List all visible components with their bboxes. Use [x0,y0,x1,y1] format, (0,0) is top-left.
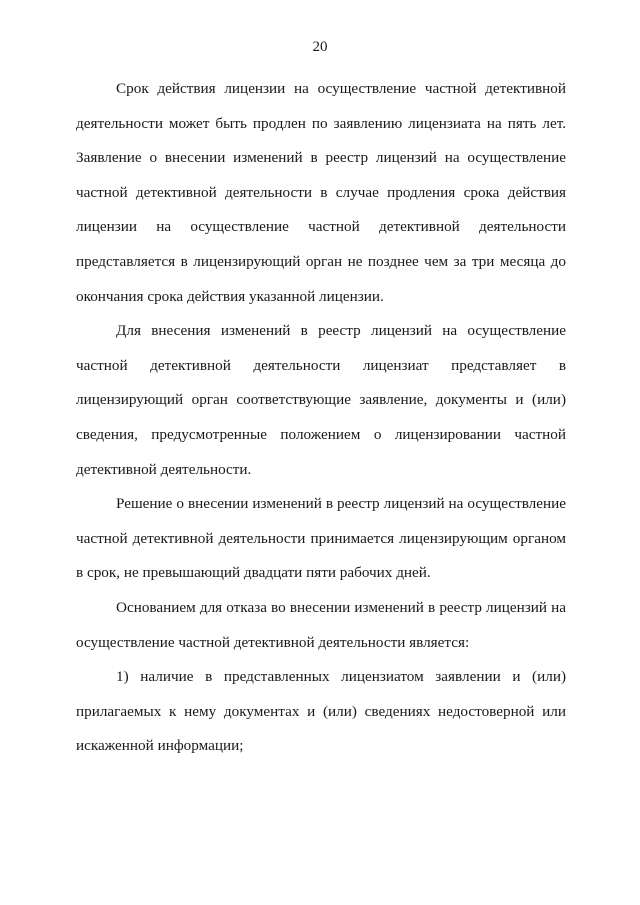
document-body [76,72,566,764]
paragraph-refusal-grounds: Основанием для отказа во внесении изменений в реестр лицензий на осуществление частной детективной деятельности является: [76,598,566,651]
list-item-text: наличие в представленных лицензиатом заявлении и (или) прилагаемых к нему документах и (или) сведениях недостоверной или искаженной информации; [76,668,567,755]
page-number: 20 [312,39,328,55]
paragraph-license-extension: Срок действия лицензии на осуществление частной детективной деятельности может быть продлен по заявлению лицензиата на пять лет. Заявление о внесении изменений в реестр лицензий на осуществление частной детективной деятельности в случае продления срока действия лицензии на осуществление частной детективной деятельности представляется в лицензирующий орган не позднее чем за три месяца до окончания срока действия указанной лицензии. [76,80,566,305]
list-item [76,660,566,764]
paragraph-decision-deadline: Решение о внесении изменений в реестр лицензий на осуществление частной детективной деятельности принимается лицензирующим органом в срок, не превышающий двадцати пяти рабочих дней. [76,495,566,582]
paragraph-changes-submission: Для внесения изменений в реестр лицензий на осуществление частной детективной деятельности лицензиат представляет в лицензирующий орган соответствующие заявление, документы и (или) сведения, предусмотренные положением о лицензировании частной детективной деятельности. [76,322,566,478]
list-item-marker: 1) [116,668,129,686]
